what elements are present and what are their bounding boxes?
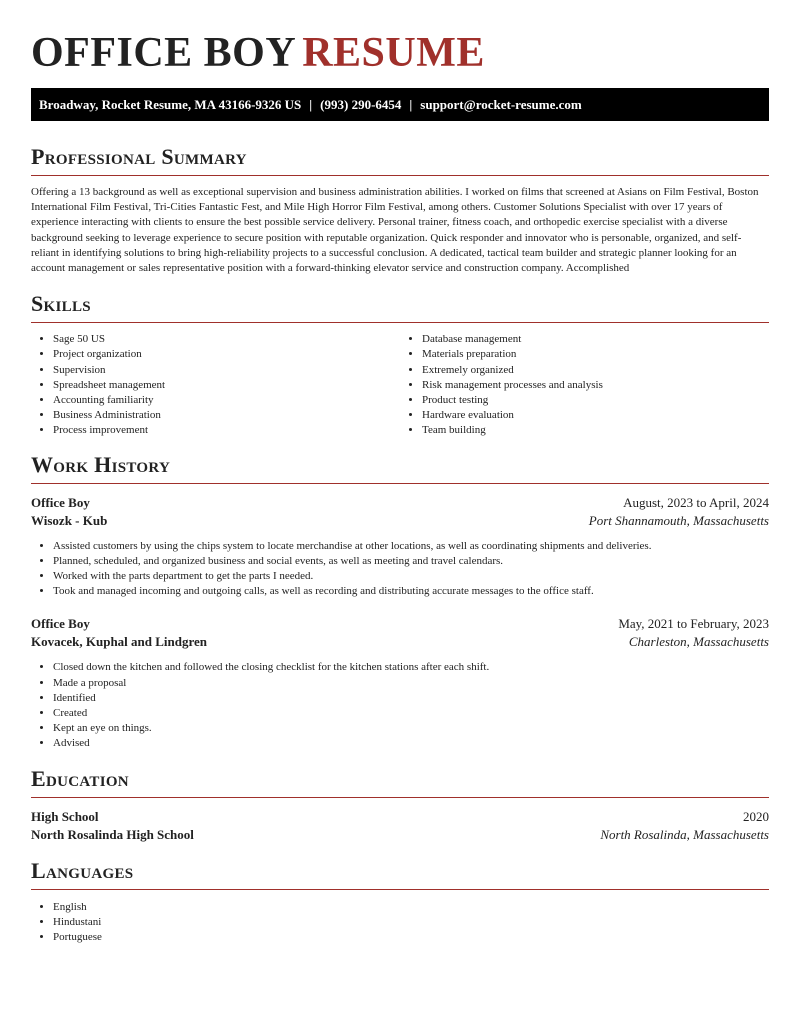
language-item: • Hindustani xyxy=(53,915,769,930)
job-company-row xyxy=(31,633,769,651)
skills-columns xyxy=(31,332,769,438)
skill-item: • Extremely organized xyxy=(422,363,769,378)
education-degree: High School xyxy=(31,808,99,824)
job-company: Kovacek, Kuphal and Lindgren xyxy=(31,634,208,650)
education-year: 2020 xyxy=(743,808,769,824)
skill-item: • Business Administration xyxy=(53,408,400,423)
job-company-row xyxy=(31,512,769,530)
education-school-row xyxy=(31,826,769,844)
skills-list-right xyxy=(400,332,769,438)
skill-item: • Team building xyxy=(422,423,769,438)
title-main: OFFICE BOY xyxy=(31,30,297,76)
job-title: Office Boy xyxy=(31,616,90,632)
skill-item: • Materials preparation xyxy=(422,347,769,362)
skill-item: • Supervision xyxy=(53,363,400,378)
job-company: Wisozk - Kub xyxy=(31,512,108,528)
job-dates: August, 2023 to April, 2024 xyxy=(623,494,769,510)
skill-item: • Hardware evaluation xyxy=(422,408,769,423)
languages-list xyxy=(31,900,769,946)
resume-title xyxy=(31,32,769,74)
contact-address: Broadway, Rocket Resume, MA 43166-9326 US xyxy=(39,96,302,112)
summary-heading: Professional Summary xyxy=(31,146,769,176)
skill-item: • Process improvement xyxy=(53,423,400,438)
job-bullet: • Worked with the parts department to get the parts I needed. xyxy=(53,569,769,584)
job-entry xyxy=(31,494,769,600)
contact-separator: | xyxy=(309,96,313,112)
language-item: • Portuguese xyxy=(53,930,769,945)
contact-bar xyxy=(31,88,769,121)
education-school: North Rosalinda High School xyxy=(31,826,194,842)
contact-email[interactable]: support@rocket-resume.com xyxy=(420,96,582,112)
contact-phone[interactable]: (993) 290-6454 xyxy=(320,96,402,112)
skills-heading: Skills xyxy=(31,293,769,323)
job-title-row xyxy=(31,615,769,633)
skill-item: • Sage 50 US xyxy=(53,332,400,347)
contact-separator: | xyxy=(409,96,413,112)
education-entry xyxy=(31,808,769,844)
language-item: • English xyxy=(53,900,769,915)
job-bullet: • Kept an eye on things. xyxy=(53,721,769,736)
job-location: Charleston, Massachusetts xyxy=(628,634,769,650)
job-bullet: • Made a proposal xyxy=(53,676,769,691)
skill-item: • Risk management processes and analysis xyxy=(422,378,769,393)
education-location: North Rosalinda, Massachusetts xyxy=(600,826,769,842)
skill-item: • Database management xyxy=(422,332,769,347)
job-bullet: • Assisted customers by using the chips system to locate merchandise at other locations, as well as coordinating shipments and deliveries. xyxy=(53,539,769,554)
education-heading: Education xyxy=(31,768,769,798)
job-entry xyxy=(31,615,769,751)
title-accent: RESUME xyxy=(302,30,485,76)
job-bullets xyxy=(31,660,769,751)
job-bullet: • Closed down the kitchen and followed the closing checklist for the kitchen stations after each shift. xyxy=(53,660,769,675)
languages-heading: Languages xyxy=(31,860,769,890)
skill-item: • Spreadsheet management xyxy=(53,378,400,393)
job-bullet: • Took and managed incoming and outgoing calls, as well as recording and distributing accurate messages to the office staff. xyxy=(53,584,769,599)
job-bullet: • Identified xyxy=(53,691,769,706)
education-degree-row xyxy=(31,808,769,826)
job-bullets xyxy=(31,539,769,600)
skill-item: • Accounting familiarity xyxy=(53,393,400,408)
job-dates: May, 2021 to February, 2023 xyxy=(618,616,769,632)
work-history-heading: Work History xyxy=(31,454,769,484)
job-title-row xyxy=(31,494,769,512)
skill-item: • Project organization xyxy=(53,347,400,362)
job-bullet: • Planned, scheduled, and organized business and social events, as well as meeting and travel calendars. xyxy=(53,554,769,569)
skills-list-left xyxy=(31,332,400,438)
job-bullet: • Advised xyxy=(53,736,769,751)
job-bullet: • Created xyxy=(53,706,769,721)
job-title: Office Boy xyxy=(31,494,90,510)
summary-text: Offering a 13 background as well as exceptional supervision and business administration abilities. I worked on films that screened at Asians on Film Festival, Boston International Film Festival, Tri-Cities Fantastic Fest, and Mile High Horror Film Festival, among others. Customer Solutions Specialist with over 17 years of experience interacting with clients to ensure the best possible service delivery. Personal trainer, fitness coach, and orthopedic exercise specialist with a diverse background seeking to leverage experience to secure position with reputable organization. Quick responder and innovator who is personable, organized, and self-reliant in identifying solutions to bring high-reliability projects to a successful conclusion. A dedicated, tactical team builder and strategic planner looking for an account management or sales representative position with a forward-thinking elevator service and construction company. Accomplished xyxy=(31,186,759,275)
skill-item: • Product testing xyxy=(422,393,769,408)
job-location: Port Shannamouth, Massachusetts xyxy=(588,512,769,528)
